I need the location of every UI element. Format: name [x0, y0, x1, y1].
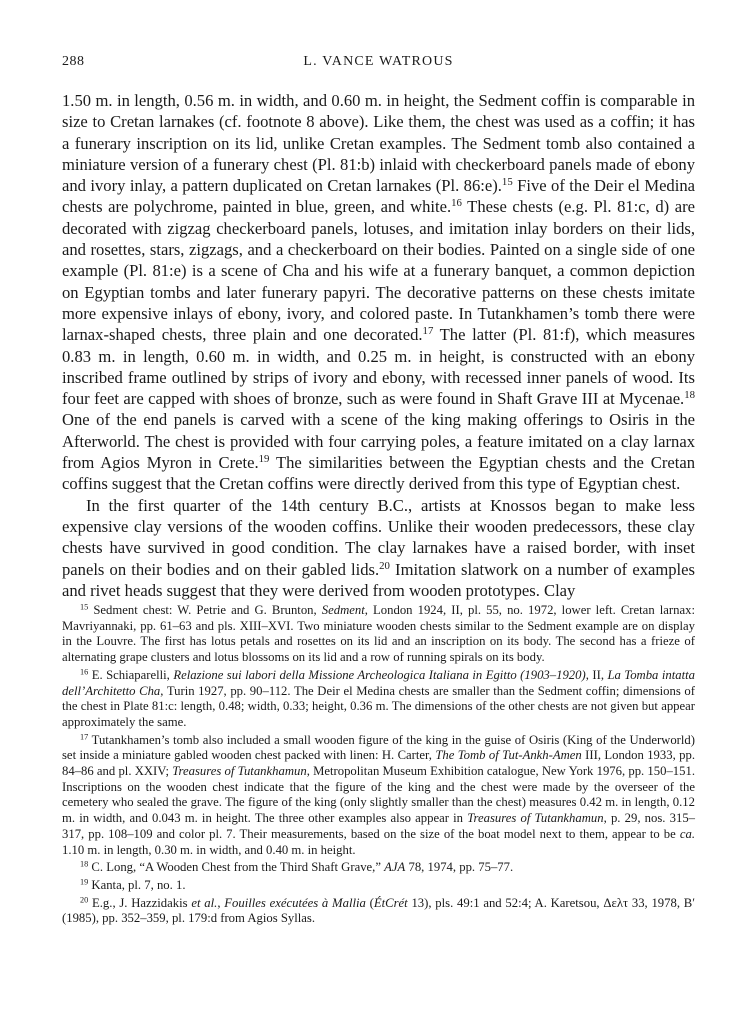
- paragraph-1: 1.50 m. in length, 0.56 m. in width, and 0.60 m. in height, the Sedment coffin is comparable in size to Cretan larnakes (cf. footnote 8 above). Like them, the chest was used as a coffin; it has a funerary inscription on its lid, unlike Cretan examples. The Sedment tomb also contained a miniature version of a funerary chest (Pl. 81:b) inlaid with checkerboard panels made of ebony and ivory inlay, a pattern duplicated on Cretan larnakes (Pl. 86:e).$^{15}$ Five of the Deir el Medina chests are polychrome, painted in blue, green, and white.$^{16}$ These chests (e.g. Pl. 81:c, d) are decorated with zigzag checkerboard panels, lotuses, and imitation inlay borders on their lids, and rosettes, stars, zigzags, and a checkerboard on their bodies. Painted on a single side of one example (Pl. 81:e) is a scene of Cha and his wife at a funerary banquet, a common depiction on Egyptian tombs and later funerary papyri. The decorative patterns on these chests imitate more expensive inlays of ebony, ivory, and colored paste. In Tutankhamen’s tomb there were larnax-shaped chests, three plain and one decorated.$^{17}$ The latter (Pl. 81:f), which measures 0.83 m. in length, 0.60 m. in width, and 0.25 m. in height, is constructed with an ebony inscribed frame outlined by strips of ivory and ebony, with recessed inner panels of wood. Its four feet are capped with shoes of bronze, such as were found in Shaft Grave III at Mycenae.$^{18}$ One of the end panels is carved with a scene of the king making offerings to Osiris in the Afterworld. The chest is provided with four carrying poles, a feature imitated on a clay larnax from Agios Myron in Crete.$^{19}$ The similarities between the Egyptian chests and the Cretan coffins suggest that the Cretan coffins were directly derived from this type of Egyptian chest.: [62, 91, 696, 494]
- footnote-16: $^{16}$ E. Schiaparelli, Relazione sui labori della Missione Archeologica Italiana in Egitto (1903–1920), II, La Tomba intatta dell’Architetto Cha, Turin 1927, pp. 90–112. The Deir el Medina chests are smaller than the Sedment coffin; dimensions of the chest in Plate 81:c: length, 0.48; width, 0.33; height, 0.36 m. The dimensions of the other chests are not given but appear approximately the same.: [62, 667, 695, 729]
- footnote-15: $^{15}$ Sedment chest: W. Petrie and G. Brunton, Sedment, London 1924, II, pl. 55, no. 1972, lower left. Cretan larnax: Mavriyannaki, pp. 61–63 and pls. XIII–XVI. Two miniature wooden chests similar to the Sedment example are on display in the Louvre. The first has lotus petals and rosettes on its lid and an inscription on its body. The second has a frieze of alternating grape clusters and lotus blossoms on its lid and a row of running spirals on its body.: [62, 602, 695, 665]
- body-text: [62, 90, 695, 601]
- era-abbrev: B.C.: [377, 495, 409, 515]
- paragraph-2: In the first quarter of the 14th century B.C., artists at Knossos began to make less expensive clay versions of the wooden coffins. Unlike their wooden predecessors, these clay chests have survived in good condition. The clay larnakes have a raised border, with inset panels on their bodies and on their gabled lids.$^{20}$ Imitation slatwork on a number of examples and rivet heads suggest that they were derived from wooden prototypes. Clay: [62, 495, 695, 600]
- page-header: [62, 54, 695, 74]
- footnote-17: $^{17}$ Tutankhamen’s tomb also included a small wooden figure of the king in the guise of Osiris (King of the Underworld) set inside a miniature gabled wooden chest packed with linen: H. Carter, The Tomb of Tut-Ankh-Amen III, London 1933, pp. 84–86 and pl. XXIV; Treasures of Tutankhamun, Metropolitan Museum Exhibition catalogue, New York 1976, pp. 150–151. Inscriptions on the wooden chest indicate that the figure of the king and the chest were made by the overseer of the cemetery who sealed the grave. The figure of the king (only slightly smaller than the chest) measures 0.42 m. in length, 0.12 m. in width, and 0.043 m. in height. The three other examples also appear in Treasures of Tutankhamun, p. 29, nos. 315–317, pp. 108–109 and color pl. 7. Their measurements, based on the size of the boat model next to them, appear to be ca. 1.10 m. in length, 0.30 m. in width, and 0.40 m. in height.: [62, 732, 696, 857]
- footnote-ref-15: 15: [501, 176, 513, 189]
- footnotes: [62, 603, 695, 929]
- footnote-ref-16: 16: [451, 197, 462, 210]
- footnote-ref-18: 18: [684, 389, 695, 402]
- page-number: 288: [62, 54, 85, 69]
- footnote-19: $^{19}$ Kanta, pl. 7, no. 1.: [80, 877, 186, 892]
- footnote-ref-20: 20: [379, 559, 390, 572]
- footnote-ref-17: 17: [422, 325, 434, 338]
- footnote-ref-19: 19: [258, 453, 270, 466]
- footnote-20: $^{20}$ E.g., J. Hazzidakis et al., Fouilles exécutées à Mallia (ÉtCrét 13), pls. 49:1 and 52:4; A. Karetsou, Δελτ 33, 1978, B′ (1985), pp. 352–359, pl. 179:d from Agios Syllas.: [62, 895, 695, 926]
- running-head: L. VANCE WATROUS: [303, 54, 454, 69]
- footnote-18: $^{18}$ C. Long, “A Wooden Chest from the Third Shaft Grave,” AJA 78, 1974, pp. 75–77.: [80, 859, 514, 875]
